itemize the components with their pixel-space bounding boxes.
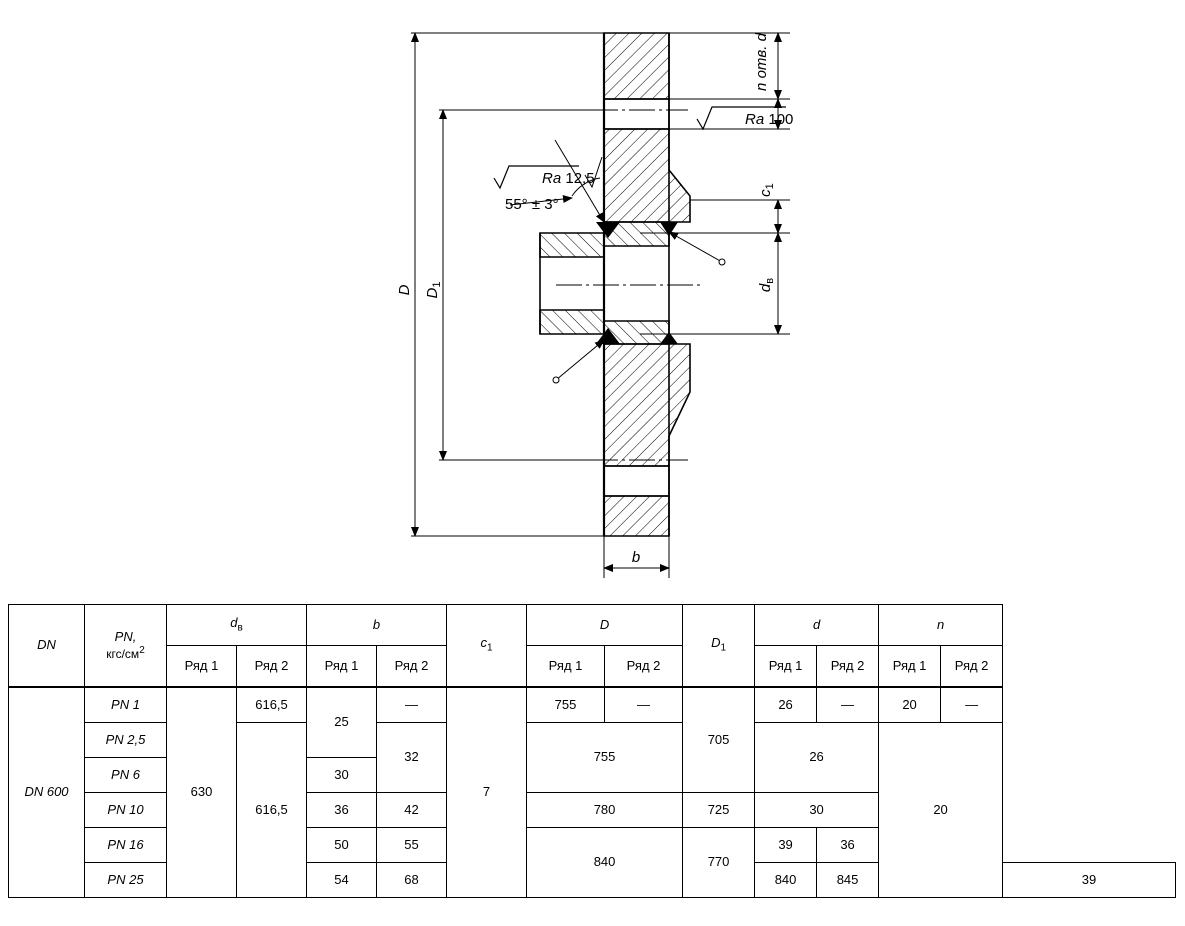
cell-dv-row2: 616,5 xyxy=(237,723,307,898)
header-D1: $D_1$ xyxy=(683,605,755,688)
flange-dimensions-table xyxy=(8,604,1176,898)
header-d-row1: Ряд 1 xyxy=(755,646,817,688)
cell-n-row2: — xyxy=(941,687,1003,723)
header-d: d xyxy=(755,605,879,646)
header-dv-row2: Ряд 2 xyxy=(237,646,307,688)
cell-d-span: 30 xyxy=(755,793,879,828)
cell-b-row1: 30 xyxy=(307,758,377,793)
dimension-lines xyxy=(411,33,790,578)
cell-dv-row1: 630 xyxy=(167,687,237,898)
cell-D-span: 780 xyxy=(527,793,683,828)
cell-b-row2: 68 xyxy=(377,863,447,898)
header-d-row2: Ряд 2 xyxy=(817,646,879,688)
cell-dv-row2: 616,5 xyxy=(237,687,307,723)
label-ra125: Ra 12,5 xyxy=(542,170,595,187)
table-row xyxy=(9,687,1176,723)
cell-n-span: 20 xyxy=(879,723,1003,898)
header-n: n xyxy=(879,605,1003,646)
header-b: b xyxy=(307,605,447,646)
cell-D-span: 840 xyxy=(527,828,683,898)
table-header-row-2 xyxy=(9,646,1176,688)
cell-pn: PN 16 xyxy=(85,828,167,863)
header-b-row1: Ряд 1 xyxy=(307,646,377,688)
label-c1: $c_1$ xyxy=(757,183,776,197)
cell-d-row2: — xyxy=(817,687,879,723)
header-n-row1: Ряд 1 xyxy=(879,646,941,688)
header-dv: $d_в$ xyxy=(167,605,307,646)
table-header-row-1 xyxy=(9,605,1176,646)
cell-d-span: 39 xyxy=(1003,863,1176,898)
cell-pn: PN 1 xyxy=(85,687,167,723)
cell-D-row1: 840 xyxy=(755,863,817,898)
header-D-row1: Ряд 1 xyxy=(527,646,605,688)
cell-b-row2: 32 xyxy=(377,723,447,793)
header-c1: $c_1$ xyxy=(447,605,527,688)
header-dv-row1: Ряд 1 xyxy=(167,646,237,688)
cell-pn: PN 10 xyxy=(85,793,167,828)
cell-b-row2: 55 xyxy=(377,828,447,863)
header-D-row2: Ряд 2 xyxy=(605,646,683,688)
label-angle: 55° ± 3° xyxy=(505,196,559,213)
cell-c1: 7 xyxy=(447,687,527,898)
cell-d-row1: 26 xyxy=(755,687,817,723)
drawing-labels xyxy=(396,32,793,566)
cell-D1: 725 xyxy=(683,793,755,828)
label-dv: $d_в$ xyxy=(757,277,776,293)
cell-D-row2: — xyxy=(605,687,683,723)
cell-D-row2: 845 xyxy=(817,863,879,898)
cell-d-row1: 39 xyxy=(755,828,817,863)
header-n-row2: Ряд 2 xyxy=(941,646,1003,688)
cell-d-row2: 36 xyxy=(817,828,879,863)
cell-D-span: 755 xyxy=(527,723,683,793)
cell-D1: 705 xyxy=(683,687,755,793)
cell-b-row1: 54 xyxy=(307,863,377,898)
label-D: D xyxy=(396,284,413,296)
cell-pn: PN 6 xyxy=(85,758,167,793)
cell-b-row2: 42 xyxy=(377,793,447,828)
label-D1: $D_1$ xyxy=(424,281,443,299)
cell-dn-value: DN 600 xyxy=(9,687,85,898)
cell-b-row1: 50 xyxy=(307,828,377,863)
cell-D1: 770 xyxy=(683,828,755,898)
header-D: D xyxy=(527,605,683,646)
label-n-otv-d: n отв. d xyxy=(753,33,770,91)
label-b: b xyxy=(631,549,641,566)
cell-b-row2: — xyxy=(377,687,447,723)
header-dn: DN xyxy=(9,605,85,688)
cell-D-row1: 755 xyxy=(527,687,605,723)
cell-n-row1: 20 xyxy=(879,687,941,723)
cell-b-row1: 36 xyxy=(307,793,377,828)
label-ra100: Ra 100 xyxy=(745,111,794,128)
cell-pn: PN 2,5 xyxy=(85,723,167,758)
cell-pn: PN 25 xyxy=(85,863,167,898)
header-b-row2: Ряд 2 xyxy=(377,646,447,688)
header-pn: PN, кгс/$см^2$ xyxy=(85,605,167,688)
cell-b-row1: 25 xyxy=(307,687,377,758)
cell-d-span: 26 xyxy=(755,723,879,793)
